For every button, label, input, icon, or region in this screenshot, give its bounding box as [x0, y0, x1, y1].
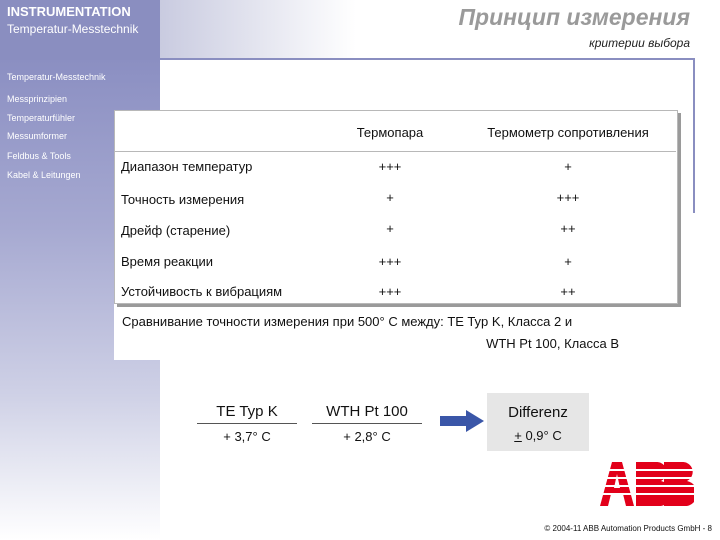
nav-item-messprinzipien[interactable]: Messprinzipien — [7, 94, 68, 104]
column-header-rtd: Термометр сопротивления — [487, 125, 649, 140]
te-label: TE Typ K — [216, 403, 278, 420]
arrow-right-icon — [440, 410, 484, 432]
row-value-rtd: +++ — [556, 190, 580, 205]
accuracy-note-line1: Сравнивание точности измерения при 500° С между: TE Typ K, Класса 2 и — [122, 314, 573, 329]
copyright: © 2004-11 ABB Automation Products GmbH - 8 — [544, 524, 712, 533]
row-value-rtd: + — [564, 254, 572, 269]
wth-value: + 2,8° C — [343, 429, 391, 444]
row-value-rtd: + — [564, 159, 572, 174]
header-vertical-rule — [693, 58, 695, 213]
page-title: Принцип измерения — [458, 4, 690, 30]
row-label-drift: Дрейф (старение) — [121, 223, 231, 238]
te-divider — [197, 423, 297, 424]
row-value-thermocouple: + — [386, 221, 394, 236]
accuracy-note-line2: WTH Pt 100, Класса В — [486, 336, 619, 351]
te-value: + 3,7° C — [223, 429, 271, 444]
table-header-divider — [114, 151, 676, 152]
row-value-thermocouple: +++ — [378, 284, 402, 299]
nav-item-temperaturfuehler[interactable]: Temperaturfühler — [7, 113, 76, 123]
row-value-thermocouple: +++ — [378, 159, 402, 174]
row-label-response-time: Время реакции — [121, 254, 214, 269]
row-value-thermocouple: +++ — [378, 254, 402, 269]
wth-label: WTH Pt 100 — [326, 403, 408, 420]
row-label-temperature-range: Диапазон температур — [121, 159, 253, 174]
row-value-rtd: ++ — [560, 221, 576, 236]
brand-subtitle: Temperatur-Messtechnik — [7, 22, 139, 36]
nav-item-feldbus-tools[interactable]: Feldbus & Tools — [7, 151, 71, 161]
abb-logo — [600, 462, 694, 506]
page-subtitle: критерии выбора — [589, 36, 690, 50]
column-header-thermocouple: Термопара — [356, 125, 424, 140]
row-value-rtd: ++ — [560, 284, 576, 299]
difference-label: Differenz — [508, 404, 568, 421]
table-corner-divider — [114, 110, 115, 152]
row-label-accuracy: Точность измерения — [121, 192, 245, 207]
difference-number: 0,9° C — [521, 428, 562, 443]
row-label-vibration-resistance: Устойчивость к вибрациям — [121, 284, 283, 299]
difference-value — [487, 428, 589, 443]
difference-sign: + — [514, 428, 522, 443]
nav-item-kabel-leitungen[interactable]: Kabel & Leitungen — [7, 170, 81, 180]
nav-item-messumformer[interactable]: Messumformer — [7, 131, 68, 141]
wth-divider — [312, 423, 422, 424]
row-value-thermocouple: + — [386, 190, 394, 205]
nav-item-temperatur-messtechnik[interactable]: Temperatur-Messtechnik — [7, 72, 106, 82]
brand-title: INSTRUMENTATION — [7, 4, 131, 19]
header-rule — [0, 58, 695, 60]
